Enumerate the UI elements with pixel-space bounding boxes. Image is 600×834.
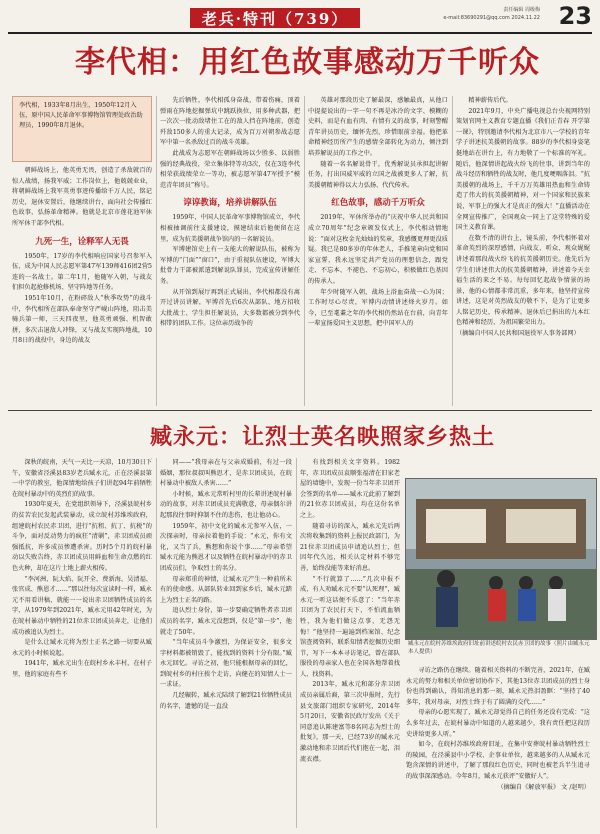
paragraph: 2019年，军休所举办的“庆祝中华人民共和国成立70周年”纪念章颁发仪式上，李代相动情地说：“面对这枚金光灿灿的奖章，我感慨更理更没质疑。我已是80多岁的年休老人，手推笔章向党和国家宣誓，我永远坚定共产党员的理想信念，跟党走、不忘本、不褪色、不忘初心，积极做红色基因的传承人。 — [308, 214, 448, 285]
article2-column-4 — [406, 666, 590, 828]
paragraph: 同——“我母亲在与父亲成婚前，有过一段婚姻，那位叔叔叫熊思才，是赤卫团成员，在皖村暴动中被敌人杀害……” — [160, 459, 292, 488]
source-credit: （摘编自中国人民共和国退役军人事务部网） — [456, 330, 580, 338]
paragraph: 2021年9月，中央广播电视总台央视网特别策划官网主义教育专题直播《我们正青春 开学第一课》，特别邀请李代相为北京市八一学校的青年学子讲述抗美援朝的故事。88岁的李代相身姿笔挺地站在讲台上，有力地敬了一个标准的军礼。随后，他深情讲起战火纷飞的往事，讲到当年的战斗经历和牺牲的战友时，他几度哽咽落泪。“抗美援朝的战场上，千千万万英雄用热血和生命铸造了伟大的抗美援朝精神，对一个国家和民族来说，军事上的强大才是真正的强大！”直播活动在全网宣传推广，全国观众一同上了这堂特殊的爱国主义教育课。 — [456, 107, 590, 232]
article1-title: 李代相：用红色故事感动万千听众 — [75, 45, 540, 80]
subheading: 谆谆教诲，培养讲解队伍 — [183, 198, 277, 209]
paragraph: “当年成员斗争激烈，为保证安全，很多文字材料都被销毁了，能找到的资料十分有限。”臧永元回忆。寻访之初，他只能根据母亲的回忆，到皖村乡的村庄挨个走访，向健在的知情人士一一求证。 — [160, 639, 292, 689]
editor-line: 责任编辑 周级梅 — [503, 7, 540, 13]
paragraph: 随着寻访的深入，臧永元先后两次将收集到的资料上报民政部门，为21位赤卫团成员申请追认烈士，但因年代久远，相关认定材料不够完善，始终没能等来好消息。 — [300, 522, 400, 572]
article1-column-3 — [308, 96, 448, 406]
article1-column-1 — [12, 166, 152, 406]
paragraph: 母亲郑重的神情，让臧永元产生一种前所未有的使命感。从部队转业回到家乡后，臧永元踏上为烈士正名的路。 — [160, 575, 292, 604]
email-date-line — [443, 14, 540, 22]
paragraph: 如今，在皖村苏维埃政府旧址，在集中安葬皖村暴动牺牲烈士的陵园，在泾溪县中小学校、企事业单位，越来越多的人从臧永元饱含深情的讲述中，了解了那段红色历史，同时也被老兵半生追寻的故事深深感动。今年8月，臧永元获评“安徽好人”。 — [406, 741, 590, 780]
paragraph: 追认烈士身份，第一步要确定牺牲者赤卫团成员的名字，臧永元没想到，仅是“第一步”，他就走了50年。 — [160, 607, 292, 636]
paragraph: 是什么让臧永元将为烈士正名之路一切要从臧永元的小时候说起。 — [12, 639, 152, 657]
column-rule — [156, 458, 157, 828]
column-rule — [304, 96, 305, 406]
masthead — [0, 0, 600, 34]
article2-column-2 — [160, 458, 292, 828]
article2-photo — [405, 478, 597, 640]
paragraph: 在数不清的讲台上，镜头前，李代相怀着对革命英烈的深厚感情，向战友、听众、观众娓娓讲述着那段战火纷飞的抗美援朝历史。他先后为学生们讲述伟大的抗美援朝精神，讲述着今天幸福生活的来之不易。每每回忆起战争情景的场景，他的心情都非常沉重，多年来，他坚持宣传讲述，这是对英烈战友的敬不下，是为了让更多人铭记历史，传承精神。退休后已捐出的九本红色精神和经历，为祖国繁荣出力。 — [456, 234, 590, 327]
article2-column-1 — [12, 458, 152, 828]
photo-illustration — [406, 479, 596, 639]
paragraph: 随着一名名解说骨干，优秀解说员承担起讲解任务，打出国威军威的立国之战被更多人了解，抗美援朝精神得以大力弘扬、代代传承。 — [308, 160, 448, 189]
article1-column-2 — [160, 96, 300, 406]
column-rule — [156, 96, 157, 406]
article2-title: 臧永元：让烈士英名映照家乡热土 — [150, 425, 496, 450]
article1-column-4 — [456, 96, 590, 406]
paragraph: 此战成为志愿军在朝鲜战场以少胜多、以弱胜强的经典战役，荣立集体特等功3次，仅在3连李代相荣获战绩荣立一等功，被志愿军第47军授予“模范青年团员”称号。 — [160, 149, 300, 189]
paragraph: 有找到相关文字资料。1982年，赤卫团成员袁顺张福清在旧家老屋的墙缝中，发现一份当年赤卫团开会签到的名单——臧永元此前了解到的21位赤卫团成员，均在这份名单之上。 — [300, 459, 400, 519]
paragraph: 年少时随军入朝，战场上浴血奋战一心为国；工作时尽心尽责，军博内动情讲述烽火岁月。如今，已至耄耋之年的李代相仍然站在台前，向青年一辈宣扬爱国主义思想，把中国军人的 — [308, 288, 448, 328]
paragraph: 英雄对那段历史了解最深，感触最真，从他口中提提说出的一字一句不再是冰冷的文字、模糊的史料，而是有血有肉、有情有义的故事，时刻警醒青年讲员历史，缅怀先烈，珍惜眼前幸福。他把革命精神经历所产生的感情全部转化为动力，倾注到培养解说员的工作之中。 — [308, 97, 448, 157]
paragraph: 1950年，17岁的李代相响应国家号召参军入伍，成为中国人民志愿军第47军139师416团2营5连的一名战士。第二年1月，他随军入朝，与战友们担负起抢修机场、坚守阵地等任务。 — [12, 252, 152, 292]
paragraph: 军博建馆史上有一支能大的解说队伍，被称为军博的“门面”“窗口”，由于重视队伍建设，军博大批骨力干部被派遣到解说队罪员，完成宣传讲解任务。 — [160, 246, 300, 285]
paragraph: 寻访之路仍在继续。随着相关资料的不断完善，2021年，在臧永元的努力和相关单位密切协作下，其他13位赤卫团成员的烈士身份也得到确认，得知消息的那一刻，臧永元热泪盈眶：“坚持了40多年，我对母亲，对烈士终于有了圆满的交代……” — [406, 667, 590, 706]
paragraph: “李河洲、阮大焰、阮开全、费新海、吴清福、张官成、熊恩才……”那以往每次宣读时一样，臧永元不用看讲稿，就能一一说出赤卫团牺牲成员的名字，从1979年到2021年，臧永元用42年时光，为在皖村暴动中牺牲的21位赤卫团成员奔走，让他们成功被追认为烈士。 — [12, 575, 152, 636]
subheading: 红色故事，感动千万听众 — [331, 198, 425, 209]
bio-box — [12, 96, 152, 162]
paragraph: 几经辗转，臧永元陆续了解到21位牺牲成员的名字，遗憾的是一直没 — [160, 692, 292, 710]
column-rule — [296, 458, 297, 828]
paragraph: 1930年夏天，在党组织领导下，泾溪县皖村乡的贫苦农民发起武装暴动，成立皖村苏维埃政府，组建皖村农民赤卫团，进行“抗租、抗丁、抗税”的斗争，面对反动势力的疯狂“清剿”，赤卫团成员顽强抵抗，许多成员惨遭杀害。历时5个月的皖村暴动以失败告终，赤卫团成员用鲜血和生命点燃的红色火种，却在这片土地上薪火相传。 — [12, 501, 152, 572]
bio-text: 李代相，1933年8月出生，1950年12月入伍，原中国人民革命军事博物馆管理处政治助理员，1990年8月退休。 — [19, 102, 143, 129]
email: e-mail:83690291@qq.com — [443, 15, 510, 21]
page-number: 23 — [558, 2, 592, 30]
paragraph: 1959年，中国人民革命军事博物馆成立，李代相被抽调前往支援建设，摸建结束后他便留在这里，成为抗美援朝战争馆内的一名解说员。 — [160, 214, 300, 243]
paragraph: 朝鲜战场上，他英勇无畏，创造了杀敌就百的惊人战绩，扬我军威；工作岗位上，他兢兢业业，将朝鲜战场上我军英勇事迹传播给千万人民，铭记历史，退休安置后，他继续讲台，面向社会传播红色故事，弘扬革命精神。他就是北京市莲花池军休所军休干部李代相。 — [12, 167, 152, 227]
paragraph: 深秋的皖南，天气一天比一天凉，10月30日下午，安徽省泾溪县83岁老兵臧永元，正在泾溪县第一中学的教室，他深情地给孩子们讲起94年前牺牲在皖村暴动中的英烈们的故事。 — [12, 459, 152, 498]
paragraph: 1951年10月，在粉碎敌人“秋季攻势”的战斗中，李代相所在部队奉命坚守严岘山阵地，阻击美骑兵第一师，三天四夜里，他英勇顽强、机智敢拼，多次击退敌人冲锋，又与战友实现阵地战，10月8日的战役中，身边的战友 — [12, 294, 152, 345]
paragraph: 从开馆到展厅再到正式展出，李代相都没有离开过讲员讲解，军博首先后6次从部队、地方招收大批战士、学生担任解说员，大多数都被分到李代相带的团队工作。这位亲历战争的 — [160, 288, 300, 328]
issue-date: 2024.11.22 — [511, 15, 540, 21]
masthead-rule — [8, 32, 592, 34]
column-rule — [452, 96, 453, 406]
paragraph: 小时候，臧永元常听村里的长辈讲述皖村暴动的故事，对赤卫团成员充满敬意，母亲偶尔讲起那段往事时抑制不住的悲伤，也让他动心。 — [160, 490, 292, 519]
article-divider — [8, 410, 592, 411]
section-banner: 老兵·特刊（739） — [190, 8, 360, 28]
paragraph: 母亲的心愿实现了，臧永元却觉得自己的任务还没有完成：“这么多年过去，在皖村暴动中知道的人越来越少，我有责任把这段历史讲给更多人听。” — [406, 709, 590, 738]
article2-column-3 — [300, 458, 400, 828]
paragraph: 精神薪传后代。 — [468, 97, 512, 104]
paragraph: 先后牺牲，李代相孤身奋战，带着伤痛，顶着弹雨在阵地挖掘弹坑中跳跃换位，用多种武器，把一次次一批动敌堵住工在的敌人挡在阵地前，创造歼敌150多人的重大记录，成为百万对朝参战志愿军中第一名杀敌过百的战斗英雄。 — [160, 97, 300, 147]
paragraph: 1959年，初中文化的臧永元参军入伍，一次探亲时，母亲拉着他的手说：“永元，你有文化，又当了兵，熊想和你说个事……”母亲希望臧永元能为熊恩才以及牺牲在皖村暴动中的赤卫团成员们，争取烈士的名分。 — [160, 522, 292, 572]
masthead-info — [443, 6, 540, 22]
source-credit: （摘编自《解放军报》 文 /赵明） — [497, 783, 590, 791]
paragraph: 2013年，臧永元和部分赤卫团成员亲属后裔，第三次申报时，先行县文旅部门组织专家研究，2014年5月20日，安徽省民政厅发出《关于同意追认陈建富等8名同志为烈士的批复》，那一天，已经73岁的臧永元激动地和赤卫团后代们抱在一起，泪流衣襟。 — [300, 681, 400, 763]
paragraph: 1941年，臧永元出生在皖村乡永丰村，在村子里，他的家庭有些不 — [12, 660, 152, 678]
photo-caption: 臧永元在皖村苏维埃政府旧址前讲述皖村农民赤卫团的故事（照片由臧永元本人提供） — [408, 641, 590, 655]
paragraph: “不行就算了……”几次申报不成，有人劝臧永元不要“认死理”，臧永元一听这话便不乐意了：“当年赤卫团为了农民打天下，不怕流血牺牲，我为他们做这点事，无怨无悔！”他坚持一遍遍到档案馆、纪念馆查阅资料，联系知情者挖掘历史细节，写下一本本寻访笔记，曾在部队服役的母亲家人也在全国各地帮着找人、找资料。 — [300, 575, 400, 678]
subheading: 九死一生，诠释军人无畏 — [35, 236, 129, 247]
